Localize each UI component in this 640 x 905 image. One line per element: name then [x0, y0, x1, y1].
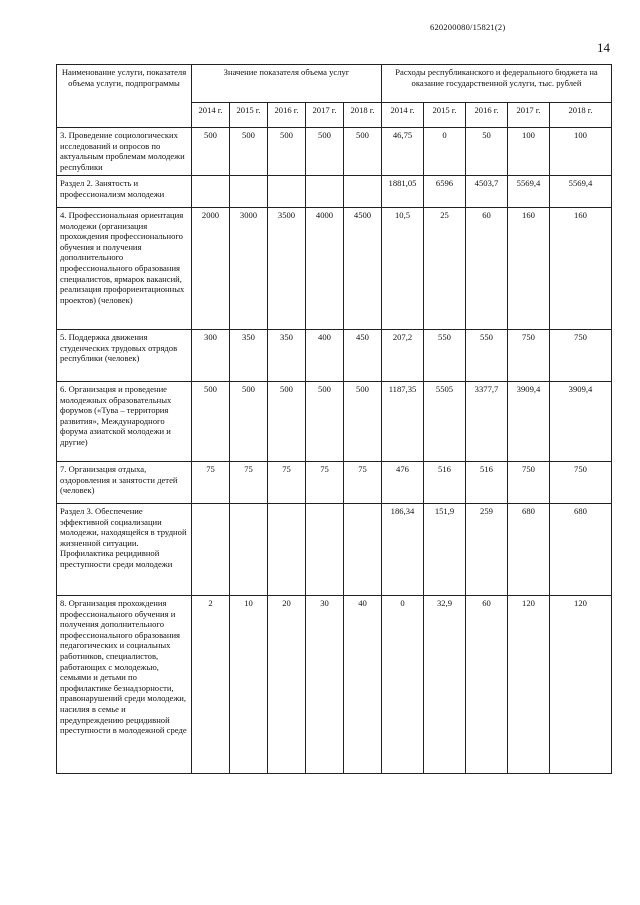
expense-value: 680: [508, 504, 550, 596]
volume-value: 4000: [306, 208, 344, 330]
table-row: [57, 128, 612, 176]
service-name: 3. Проведение социологических исследований и опросов по актуальным проблемам молодежи республики: [57, 128, 192, 176]
volume-value: 3000: [230, 208, 268, 330]
expense-value: 5505: [424, 382, 466, 462]
volume-value: 400: [306, 330, 344, 382]
expense-value: 32,9: [424, 596, 466, 774]
header-volume-year: 2015 г.: [230, 103, 268, 128]
header-volume-group: Значение показателя объема услуг: [192, 65, 382, 103]
volume-value: 500: [344, 382, 382, 462]
volume-value: 500: [230, 128, 268, 176]
section-name: Раздел 3. Обеспечение эффективной социализации молодежи, находящейся в трудной жизненной ситуации. Профилактика рецидивной преступности среди молодежи: [57, 504, 192, 596]
expense-value: 10,5: [382, 208, 424, 330]
expense-value: 476: [382, 462, 424, 504]
expense-value: 516: [424, 462, 466, 504]
volume-value: [268, 504, 306, 596]
volume-value: [192, 176, 230, 208]
service-name: 7. Организация отдыха, оздоровления и занятости детей (человек): [57, 462, 192, 504]
volume-value: 20: [268, 596, 306, 774]
document-id: 620200080/15821(2): [430, 22, 506, 32]
expense-value: 750: [550, 330, 612, 382]
volume-value: [344, 176, 382, 208]
volume-value: 10: [230, 596, 268, 774]
volume-value: [230, 176, 268, 208]
expense-value: 50: [466, 128, 508, 176]
expense-value: 46,75: [382, 128, 424, 176]
service-name: 6. Организация и проведение молодежных образовательных форумов («Тува – территория развития», Международного форума азиатской молодежи и другие): [57, 382, 192, 462]
volume-value: 300: [192, 330, 230, 382]
expense-value: 4503,7: [466, 176, 508, 208]
expense-value: 160: [508, 208, 550, 330]
header-expense-year: 2014 г.: [382, 103, 424, 128]
volume-value: 4500: [344, 208, 382, 330]
volume-value: [344, 504, 382, 596]
expense-value: 120: [508, 596, 550, 774]
header-volume-year: 2018 г.: [344, 103, 382, 128]
expense-value: 5569,4: [508, 176, 550, 208]
table-row: [57, 176, 612, 208]
expense-value: 207,2: [382, 330, 424, 382]
volume-value: 75: [344, 462, 382, 504]
volume-value: 30: [306, 596, 344, 774]
header-volume-year: 2017 г.: [306, 103, 344, 128]
volume-value: [230, 504, 268, 596]
volume-value: [268, 176, 306, 208]
table-row: [57, 504, 612, 596]
volume-value: [306, 504, 344, 596]
volume-value: 350: [230, 330, 268, 382]
expense-value: 0: [382, 596, 424, 774]
volume-value: [192, 504, 230, 596]
service-name: 8. Организация прохождения профессионального обучения и получения дополнительного профессионального образования педагогических и социальных работников, специалистов, работающих с молодежью, семьями и детьми по профилактике безнадзорности, правонарушений среди молодежи, насилия в семье и предупреждению рецидивной преступности в молодежной среде: [57, 596, 192, 774]
expense-value: 3909,4: [508, 382, 550, 462]
volume-value: 75: [230, 462, 268, 504]
volume-value: 40: [344, 596, 382, 774]
header-expense-year: 2018 г.: [550, 103, 612, 128]
expense-value: 1881,05: [382, 176, 424, 208]
page-number: 14: [597, 40, 610, 55]
expense-value: 25: [424, 208, 466, 330]
table-row: [57, 208, 612, 330]
volume-value: 500: [192, 382, 230, 462]
volume-value: [306, 176, 344, 208]
expense-value: 100: [508, 128, 550, 176]
expense-value: 680: [550, 504, 612, 596]
volume-value: 500: [268, 382, 306, 462]
volume-value: 450: [344, 330, 382, 382]
expense-value: 750: [550, 462, 612, 504]
expense-value: 160: [550, 208, 612, 330]
expense-value: 750: [508, 462, 550, 504]
expense-value: 3909,4: [550, 382, 612, 462]
volume-value: 500: [344, 128, 382, 176]
volume-value: 75: [268, 462, 306, 504]
table-row: [57, 596, 612, 774]
expense-value: 5569,4: [550, 176, 612, 208]
volume-value: 500: [268, 128, 306, 176]
expense-value: 550: [424, 330, 466, 382]
expense-value: 6596: [424, 176, 466, 208]
expense-value: 60: [466, 208, 508, 330]
expense-value: 516: [466, 462, 508, 504]
table-row: [57, 382, 612, 462]
expense-value: 120: [550, 596, 612, 774]
service-name: 4. Профессиональная ориентация молодежи (организация прохождения профессионального обучения и получения дополнительного профессионального образования специалистов, ярмарок вакансий, реализация профориентационных проектов) (человек): [57, 208, 192, 330]
volume-value: 500: [306, 382, 344, 462]
expense-value: 60: [466, 596, 508, 774]
expense-value: 259: [466, 504, 508, 596]
section-name: Раздел 2. Занятость и профессионализм молодежи: [57, 176, 192, 208]
header-expense-year: 2015 г.: [424, 103, 466, 128]
expense-value: 0: [424, 128, 466, 176]
expense-value: 151,9: [424, 504, 466, 596]
header-expense-group: Расходы республиканского и федерального бюджета на оказание государственной услуги, тыс. рублей: [382, 65, 612, 103]
volume-value: 350: [268, 330, 306, 382]
services-table: [56, 64, 612, 774]
expense-value: 3377,7: [466, 382, 508, 462]
volume-value: 75: [306, 462, 344, 504]
expense-value: 100: [550, 128, 612, 176]
volume-value: 2000: [192, 208, 230, 330]
expense-value: 550: [466, 330, 508, 382]
header-expense-year: 2017 г.: [508, 103, 550, 128]
table-row: [57, 330, 612, 382]
expense-value: 1187,35: [382, 382, 424, 462]
volume-value: 500: [192, 128, 230, 176]
volume-value: 500: [306, 128, 344, 176]
table-row: [57, 462, 612, 504]
volume-value: 500: [230, 382, 268, 462]
volume-value: 75: [192, 462, 230, 504]
volume-value: 2: [192, 596, 230, 774]
service-name: 5. Поддержка движения студенческих трудовых отрядов республики (человек): [57, 330, 192, 382]
header-expense-year: 2016 г.: [466, 103, 508, 128]
expense-value: 750: [508, 330, 550, 382]
header-service-name: Наименование услуги, показателя объема услуги, подпрограммы: [57, 65, 192, 128]
expense-value: 186,34: [382, 504, 424, 596]
header-volume-year: 2016 г.: [268, 103, 306, 128]
header-volume-year: 2014 г.: [192, 103, 230, 128]
volume-value: 3500: [268, 208, 306, 330]
